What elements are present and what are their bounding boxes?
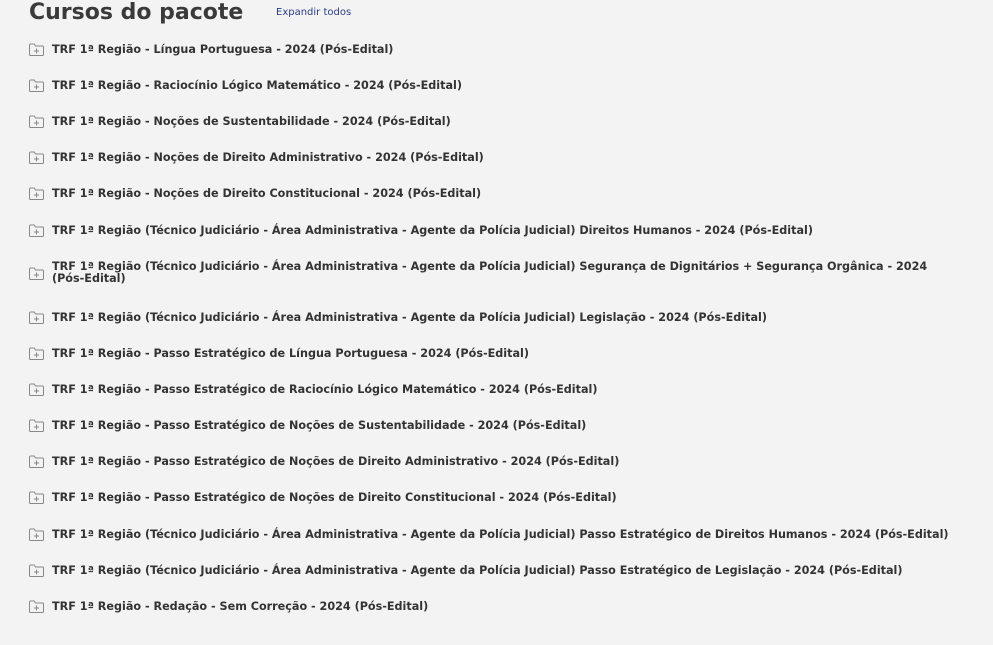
section-header [29, 0, 243, 28]
folder-plus-icon [29, 600, 44, 613]
course-item[interactable] [29, 115, 959, 128]
folder-plus-icon [29, 115, 44, 128]
folder-plus-icon [29, 347, 44, 360]
course-label: TRF 1ª Região - Passo Estratégico de Noções de Direito Constitucional - 2024 (Pós-Edital) [52, 490, 617, 504]
course-item[interactable] [29, 600, 959, 613]
course-label: TRF 1ª Região (Técnico Judiciário - Área Administrativa - Agente da Polícia Judicial) Passo Estratégico de Legislação - 2024 (Pós-Edital) [52, 563, 903, 577]
course-item[interactable] [29, 528, 959, 541]
page-title: Cursos do pacote [29, 0, 244, 25]
course-label: TRF 1ª Região (Técnico Judiciário - Área Administrativa - Agente da Polícia Judicial) Legislação - 2024 (Pós-Edital) [52, 310, 767, 324]
course-item[interactable] [29, 224, 959, 237]
course-label: TRF 1ª Região - Noções de Direito Constitucional - 2024 (Pós-Edital) [52, 186, 482, 200]
folder-plus-icon [29, 564, 44, 577]
course-item[interactable] [29, 564, 959, 577]
course-label: TRF 1ª Região (Técnico Judiciário - Área Administrativa - Agente da Polícia Judicial) Direitos Humanos - 2024 (Pós-Edital) [52, 223, 813, 237]
course-label: TRF 1ª Região - Passo Estratégico de Noções de Direito Administrativo - 2024 (Pós-Edital) [52, 454, 620, 468]
folder-plus-icon [29, 528, 44, 541]
course-label: TRF 1ª Região - Noções de Sustentabilidade - 2024 (Pós-Edital) [52, 114, 451, 128]
course-item[interactable] [29, 419, 959, 432]
folder-plus-icon [29, 187, 44, 200]
course-item[interactable] [29, 151, 959, 164]
course-item[interactable] [29, 43, 959, 56]
course-label: TRF 1ª Região - Passo Estratégico de Noções de Sustentabilidade - 2024 (Pós-Edital) [52, 418, 587, 432]
course-label: TRF 1ª Região (Técnico Judiciário - Área Administrativa - Agente da Polícia Judicial) Passo Estratégico de Direitos Humanos - 2024 (Pós-Edital) [52, 527, 949, 541]
course-item[interactable] [29, 79, 959, 92]
course-item[interactable] [29, 347, 959, 360]
course-item[interactable] [29, 187, 959, 200]
course-label: TRF 1ª Região - Raciocínio Lógico Matemático - 2024 (Pós-Edital) [52, 78, 462, 92]
course-label: TRF 1ª Região - Passo Estratégico de Raciocínio Lógico Matemático - 2024 (Pós-Edital) [52, 382, 598, 396]
folder-plus-icon [29, 383, 44, 396]
course-label: TRF 1ª Região (Técnico Judiciário - Área Administrativa - Agente da Polícia Judicial) Segurança de Dignitários + Segurança Orgânica - 2024 (Pós-Edital) [52, 260, 928, 285]
folder-plus-icon [29, 79, 44, 92]
expand-all-link[interactable]: Expandir todos [276, 7, 352, 18]
folder-plus-icon [29, 151, 44, 164]
course-item[interactable] [29, 491, 959, 504]
course-item[interactable] [29, 383, 959, 396]
folder-plus-icon [29, 43, 44, 56]
course-label: TRF 1ª Região - Noções de Direito Administrativo - 2024 (Pós-Edital) [52, 150, 484, 164]
course-item[interactable] [29, 311, 959, 324]
folder-plus-icon [29, 419, 44, 432]
folder-plus-icon [29, 491, 44, 504]
folder-plus-icon [29, 455, 44, 468]
course-label: TRF 1ª Região - Passo Estratégico de Língua Portuguesa - 2024 (Pós-Edital) [52, 346, 529, 360]
course-label: TRF 1ª Região - Redação - Sem Correção - 2024 (Pós-Edital) [52, 599, 429, 613]
course-item[interactable] [29, 455, 959, 468]
course-label: TRF 1ª Região - Língua Portuguesa - 2024 (Pós-Edital) [52, 42, 394, 56]
folder-plus-icon [29, 311, 44, 324]
course-item[interactable] [29, 261, 959, 285]
folder-plus-icon [29, 224, 44, 237]
folder-plus-icon [29, 267, 44, 280]
